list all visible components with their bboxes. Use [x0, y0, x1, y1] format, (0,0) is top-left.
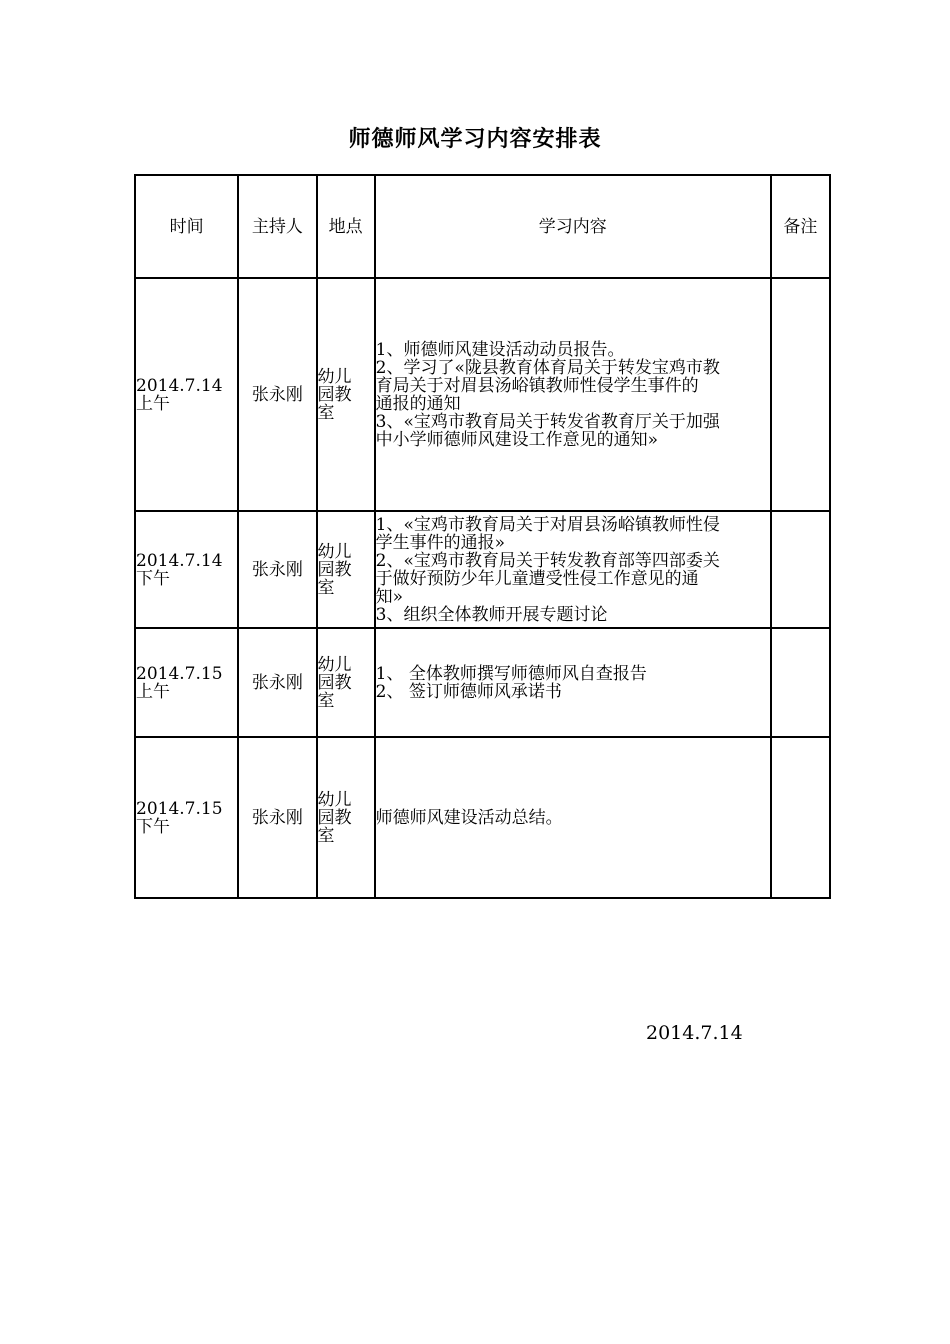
- cell-host: 张永刚: [238, 511, 316, 628]
- page-title: 师德师风学习内容安排表: [348, 126, 602, 152]
- time-period: 上午: [136, 393, 170, 414]
- time-date: 2014.7.14: [136, 550, 223, 571]
- place-line: 室: [317, 577, 335, 598]
- table-row: [135, 737, 830, 898]
- content-line: 于做好预防少年儿童遭受性侵工作意见的通: [375, 568, 699, 589]
- table-row: [135, 628, 830, 737]
- cell-place: [317, 511, 375, 628]
- place-line: 幼儿: [317, 789, 352, 810]
- place-line: 园教: [317, 559, 352, 580]
- content-line: 师德师风建设活动总结。: [375, 807, 563, 828]
- cell-time: [135, 628, 238, 737]
- footer-date: 2014.7.14: [646, 1022, 743, 1044]
- content-line: 1、师德师风建设活动动员报告。: [375, 339, 625, 360]
- table-row: [135, 511, 830, 628]
- cell-place: [317, 628, 375, 737]
- content-line: 1、 全体教师撰写师德师风自查报告: [375, 663, 647, 684]
- cell-host: 张永刚: [238, 278, 316, 511]
- content-line: 3、组织全体教师开展专题讨论: [375, 604, 608, 625]
- time-date: 2014.7.15: [136, 798, 223, 819]
- header-place: 地点: [317, 175, 375, 278]
- time-date: 2014.7.15: [136, 663, 223, 684]
- content-line: 2、 签订师德师风承诺书: [375, 681, 562, 702]
- table-header-row: [135, 175, 830, 278]
- cell-note: [771, 511, 830, 628]
- cell-note: [771, 628, 830, 737]
- cell-content: [375, 511, 771, 628]
- table-row: [135, 278, 830, 511]
- place-line: 园教: [317, 672, 352, 693]
- cell-time: [135, 511, 238, 628]
- time-period: 下午: [136, 568, 170, 589]
- cell-host: 张永刚: [238, 737, 316, 898]
- content-line: 育局关于对眉县汤峪镇教师性侵学生事件的: [375, 375, 699, 396]
- cell-content: [375, 737, 771, 898]
- cell-time: [135, 737, 238, 898]
- time-period: 下午: [136, 816, 170, 837]
- cell-content: [375, 628, 771, 737]
- cell-note: [771, 737, 830, 898]
- header-note: 备注: [771, 175, 830, 278]
- content-line: 2、学习了«陇县教育体育局关于转发宝鸡市教: [375, 357, 720, 378]
- place-line: 室: [317, 402, 335, 423]
- cell-note: [771, 278, 830, 511]
- cell-time: [135, 278, 238, 511]
- cell-host: 张永刚: [238, 628, 316, 737]
- content-line: 1、«宝鸡市教育局关于对眉县汤峪镇教师性侵: [375, 514, 720, 535]
- place-line: 幼儿: [317, 541, 352, 562]
- content-line: 3、«宝鸡市教育局关于转发省教育厅关于加强: [375, 411, 720, 432]
- content-line: 知»: [375, 586, 404, 607]
- header-content: 学习内容: [375, 175, 771, 278]
- header-host: 主持人: [238, 175, 316, 278]
- content-line: 2、«宝鸡市教育局关于转发教育部等四部委关: [375, 550, 720, 571]
- place-line: 园教: [317, 807, 352, 828]
- header-time: 时间: [135, 175, 238, 278]
- cell-content: [375, 278, 771, 511]
- time-period: 上午: [136, 681, 170, 702]
- cell-place: [317, 737, 375, 898]
- place-line: 幼儿: [317, 366, 352, 387]
- content-line: 通报的通知: [375, 393, 461, 414]
- place-line: 室: [317, 690, 335, 711]
- place-line: 幼儿: [317, 654, 352, 675]
- place-line: 园教: [317, 384, 352, 405]
- content-line: 学生事件的通报»: [375, 532, 506, 553]
- content-line: 中小学师德师风建设工作意见的通知»: [375, 429, 659, 450]
- place-line: 室: [317, 825, 335, 846]
- schedule-table: [134, 174, 831, 899]
- cell-place: [317, 278, 375, 511]
- time-date: 2014.7.14: [136, 375, 223, 396]
